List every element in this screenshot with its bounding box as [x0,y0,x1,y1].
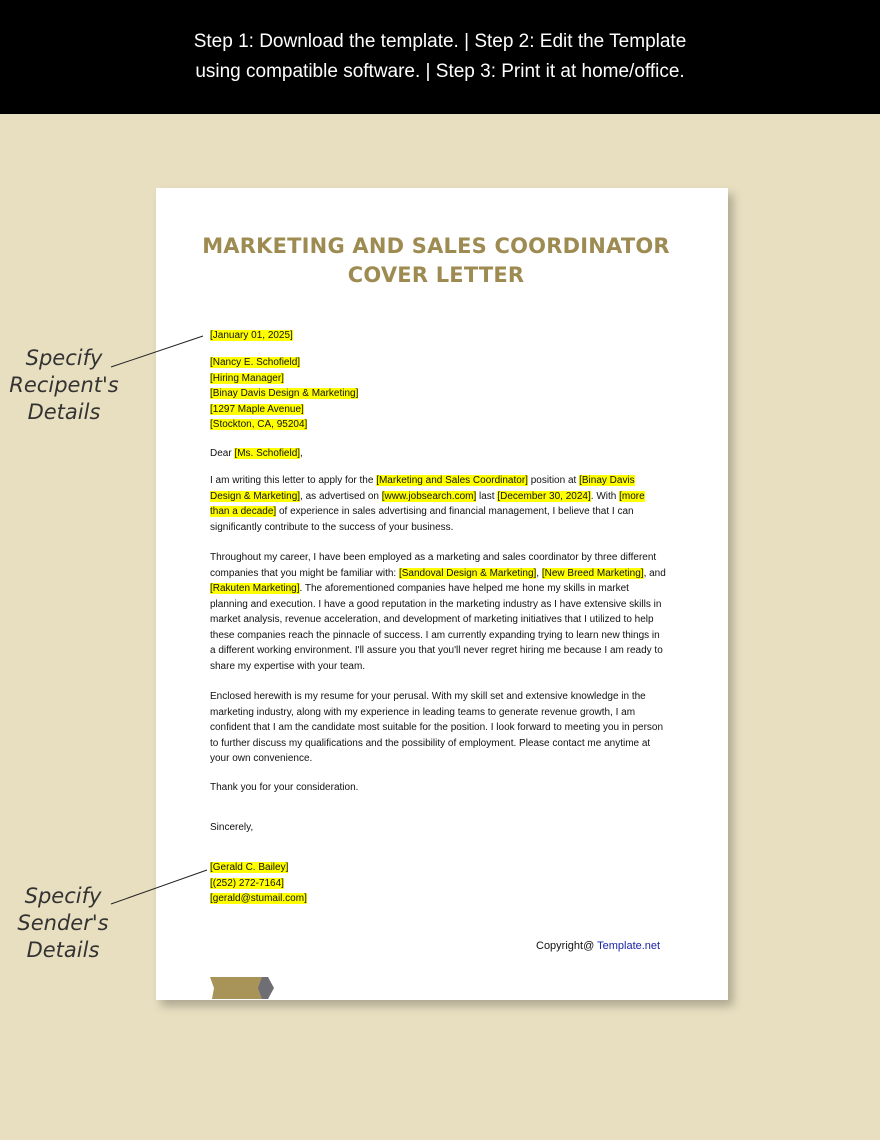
paragraph-1 [210,473,666,535]
p1-text: last [476,490,498,502]
recipient-name-field[interactable]: [Nancy E. Schofield] [210,357,301,368]
p1-text: position at [527,475,580,486]
annotation-text: Specify [25,346,103,370]
gold-tab-shape [210,977,262,999]
sender-annotation [0,883,126,964]
annotation-text: Recipent's [9,373,119,397]
sender-name-field[interactable]: [Gerald C. Bailey] [210,862,289,873]
instructions-line-2: using compatible software. | Step 3: Print it at home/office. [195,61,685,82]
annotation-text: Specify [24,884,102,908]
date-field[interactable]: [January 01, 2025] [210,330,293,341]
document-title [0,232,872,290]
annotation-text: Details [27,400,101,424]
p1-text: of experience in sales advertising and financial management, I believe that I can significantly contribute to the success of your business. [210,506,634,533]
sender-phone-field[interactable]: [(252) 272-7164] [210,877,284,889]
p2-text: Throughout my career, I have been employed as a marketing and sales coordinator by three different companies that you might be familiar with: [210,552,657,579]
ad-date-field[interactable]: [December 30, 2024] [497,490,591,502]
salutation-name-field[interactable]: [Ms. Schofield] [234,448,301,459]
previous-company-2-field[interactable]: [New Breed Marketing] [541,567,644,579]
p2-text: , [536,567,542,579]
paragraph-4: Thank you for your consideration. [210,782,359,793]
letter-date [210,328,666,344]
recipient-annotation [0,345,128,426]
previous-company-3-field[interactable]: [Rakuten Marketing] [210,583,300,594]
previous-company-1-field[interactable]: [Sandoval Design & Marketing] [398,567,537,579]
salutation [210,446,666,462]
p2-text: , and [643,567,666,579]
sender-block [210,860,666,907]
position-field[interactable]: [Marketing and Sales Coordinator] [376,475,528,486]
salutation-suffix: , [300,448,303,459]
recipient-company-field[interactable]: [Binay Davis Design & Marketing] [210,388,359,399]
recipient-street-field[interactable]: [1297 Maple Avenue] [210,403,304,415]
recipient-block [210,355,666,433]
company-field[interactable]: [Binay Davis Design & Marketing] [210,475,635,502]
copyright-brand: Template.net [597,940,661,952]
instructions-line-1: Step 1: Download the template. | Step 2: Edit the Template [193,31,687,52]
closing: Sincerely, [210,822,254,833]
title-line-1: MARKETING AND SALES COORDINATOR [202,234,670,258]
p1-text: , as advertised on [300,490,382,502]
recipient-city-field[interactable]: [Stockton, CA, 95204] [210,419,308,430]
title-line-2: COVER LETTER [347,263,525,287]
paragraph-2 [210,550,666,674]
salutation-prefix: Dear [210,448,235,459]
paragraph-3: Enclosed herewith is my resume for your perusal. With my skill set and extensive knowledge in the marketing industry, along with my experience in leading teams to generate revenue growth, I am confident that I am the candidate most suitable for the position. I look forward to meeting you in person to further discuss my qualifications and the possibility of employment. Please contact me anytime at your own convenience. [210,691,664,764]
p1-text: I am writing this letter to apply for the [210,475,377,486]
annotation-text: Details [26,938,100,962]
annotation-text: Sender's [17,911,109,935]
sender-email-field[interactable]: [gerald@stumail.com] [210,893,307,904]
recipient-title-field[interactable]: [Hiring Manager] [210,372,284,384]
p2-text: . The aforementioned companies have helped me hone my skills in market planning and execution. I have a good reputation in the marketing industry as I have extensive skills in market analysis, revenue acceleration, and development of marketing initiatives that I utilized to help these companies reach the pinnacle of success. I am currently expanding trying to learn new things in a different working environment. I'll assure you that you'll never regret hiring me because I am ready to share my expertise with your team. [210,583,663,672]
copyright-prefix: Copyright@ [536,940,598,952]
p1-text: . With [590,490,620,502]
job-site-field[interactable]: [www.jobsearch.com] [381,490,477,502]
copyright-notice [536,940,660,952]
experience-field[interactable]: [more than a decade] [210,490,645,517]
